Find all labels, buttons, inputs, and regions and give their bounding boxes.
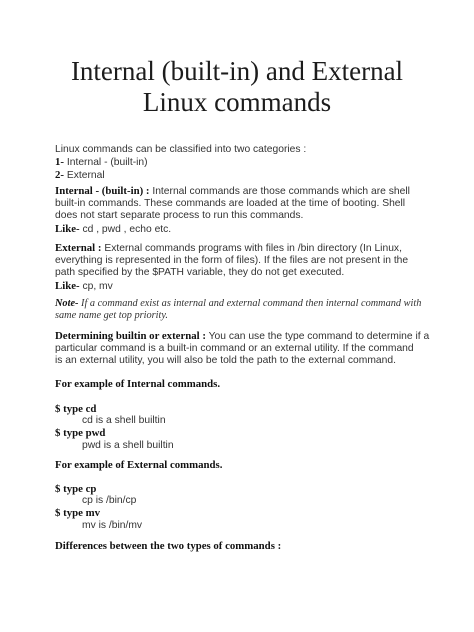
category-number: 1- <box>55 156 64 169</box>
internal-line-1 <box>55 185 445 198</box>
command-output: cp is /bin/cp <box>82 495 137 507</box>
external-section <box>55 242 445 293</box>
like-label: Like- <box>55 279 80 292</box>
note-section <box>55 298 445 322</box>
command-output: mv is /bin/mv <box>82 519 143 531</box>
internal-like <box>55 223 445 236</box>
note-label: Note- <box>55 298 79 309</box>
like-value: cd , pwd , echo etc. <box>79 223 172 235</box>
external-term: External : <box>55 242 102 254</box>
determining-desc-2: particular command is a built-in command or an external utility. If the command <box>55 343 414 355</box>
intro-section <box>55 144 445 183</box>
external-desc-2: everything is represented in the form of files). If the files are not present in the <box>55 255 409 267</box>
category-item-2 <box>55 169 445 182</box>
internal-desc-3: does not start separate process to run this commands. <box>55 210 304 222</box>
external-desc-3: path specified by the $PATH variable, they do not get executed. <box>55 267 345 279</box>
category-label: Internal - (built-in) <box>66 157 148 169</box>
like-value: cp, mv <box>79 280 113 292</box>
intro-text: Linux commands can be classified into two categories : <box>55 144 307 155</box>
title-line-2: Linux commands <box>142 87 332 117</box>
differences-heading: Differences between the two types of commands : <box>55 540 282 552</box>
like-label: Like- <box>55 222 80 235</box>
determining-line-1 <box>55 330 445 343</box>
category-label: External <box>66 170 105 182</box>
internal-examples <box>55 403 445 452</box>
determining-desc-1: You can use the type command to determine if a <box>205 331 430 342</box>
category-item-1 <box>55 156 445 169</box>
title-line-1: Internal (built-in) and External <box>70 56 404 86</box>
command-line: $ type pwd <box>55 427 106 440</box>
command-output: cd is a shell builtin <box>82 415 166 427</box>
external-examples <box>55 483 445 532</box>
determining-section <box>55 330 445 368</box>
command-output: pwd is a shell builtin <box>82 439 174 451</box>
internal-section <box>55 185 445 236</box>
internal-examples-heading: For example of Internal commands. <box>55 378 221 390</box>
command-line: $ type mv <box>55 507 100 520</box>
note-line-1 <box>55 298 445 310</box>
determining-term: Determining builtin or external : <box>55 330 206 342</box>
note-text-1: If a command exist as internal and external command then internal command with <box>78 298 422 309</box>
internal-desc-2: built-in commands. These commands are loaded at the time of booting. Shell <box>55 198 406 210</box>
internal-term: Internal - (built-in) : <box>55 185 150 197</box>
internal-desc-1: Internal commands are those commands which are shell <box>149 186 410 197</box>
determining-desc-3: is an external utility, you will also be told the path to the external command. <box>55 355 396 367</box>
external-line-1 <box>55 242 445 255</box>
command-line: $ type cd <box>55 403 97 415</box>
external-examples-heading: For example of External commands. <box>55 459 223 471</box>
note-text-2: same name get top priority. <box>55 310 168 322</box>
command-line: $ type cp <box>55 483 97 495</box>
external-like <box>55 280 445 293</box>
external-desc-1: External commands programs with files in /bin directory (In Linux, <box>101 243 402 254</box>
category-number: 2- <box>55 169 64 182</box>
page-title <box>0 56 474 118</box>
